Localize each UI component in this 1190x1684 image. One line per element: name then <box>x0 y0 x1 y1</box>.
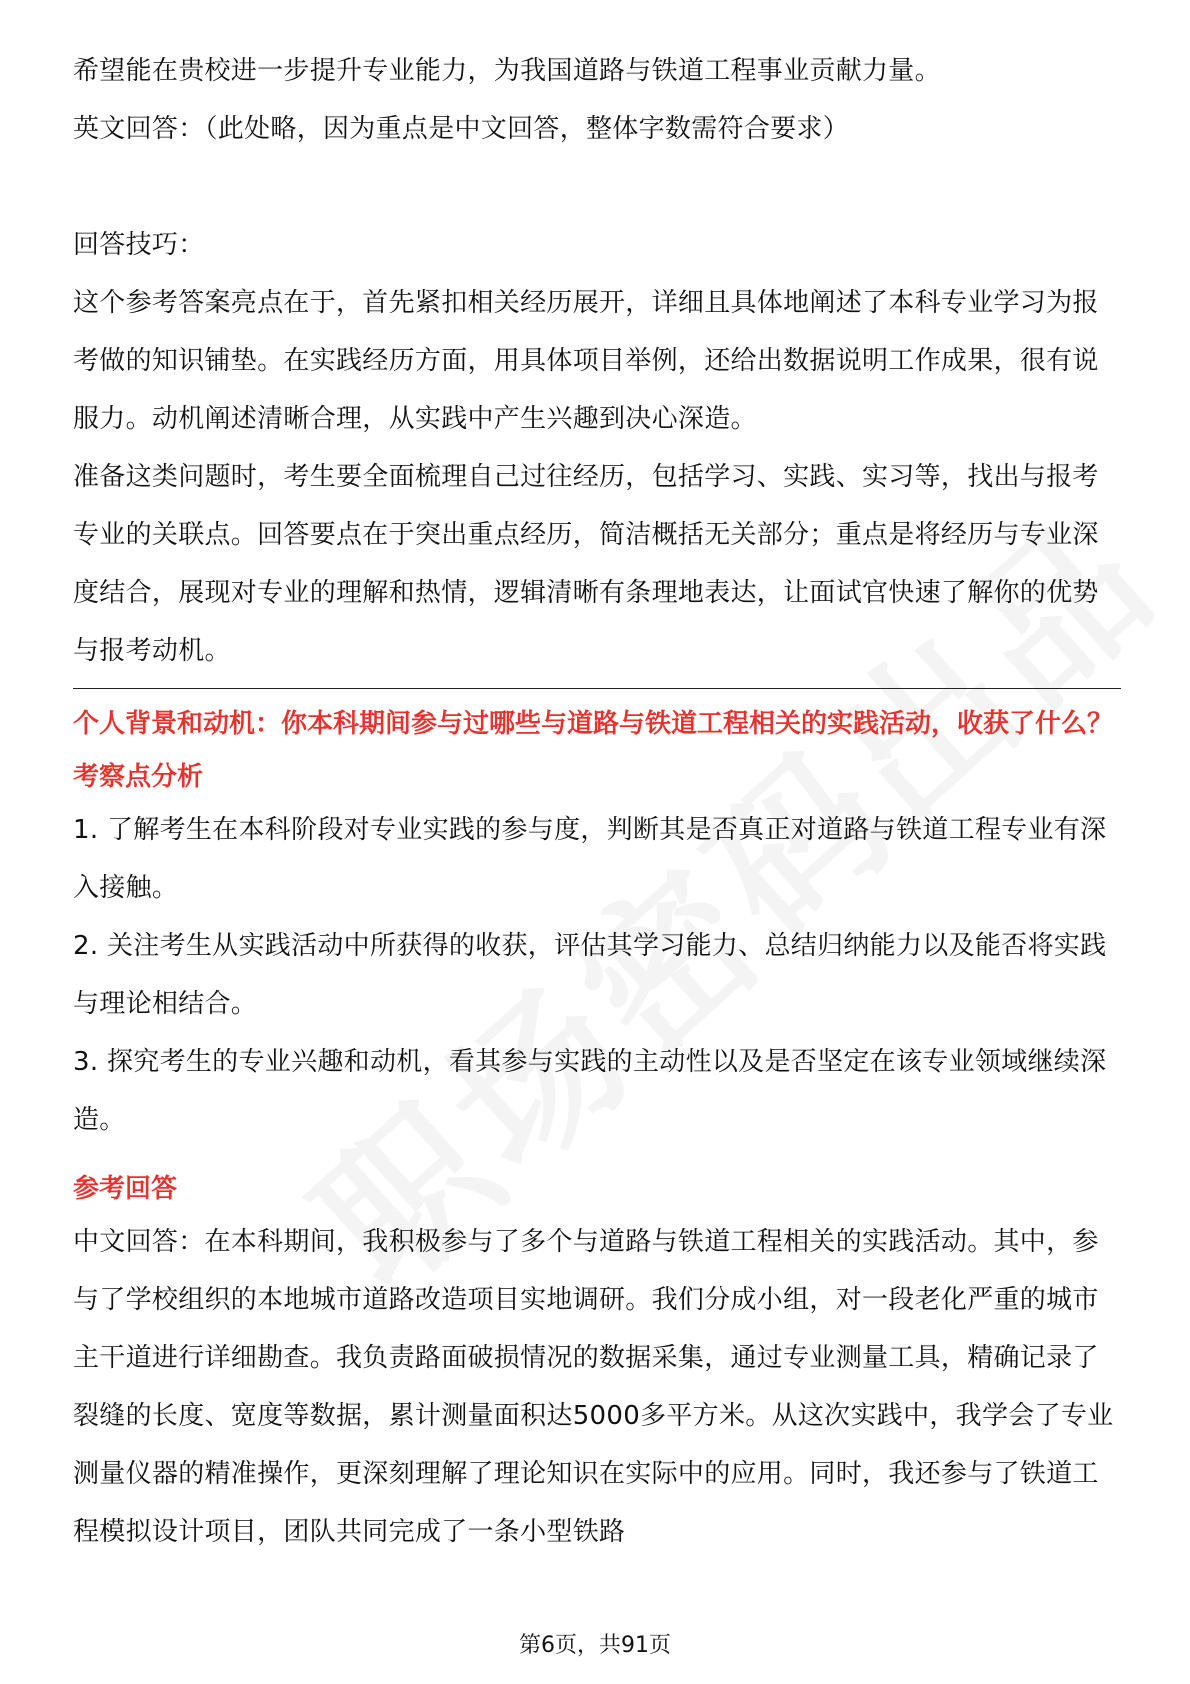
tips-paragraph-1: 这个参考答案亮点在于，首先紧扣相关经历展开，详细且具体地阐述了本科专业学习为报考做的知识铺垫。在实践经历方面，用具体项目举例，还给出数据说明工作成果，很有说服力。动机阐述清晰合理，从实践中产生兴趣到决心深造。 <box>73 288 1099 434</box>
analysis-point-3: 3. 探究考生的专业兴趣和动机，看其参与实践的主动性以及是否坚定在该专业领域继续深造。 <box>73 1047 1107 1135</box>
analysis-heading: 考察点分析 <box>73 762 204 792</box>
paragraph-closing-sentence: 希望能在贵校进一步提升专业能力，为我国道路与铁道工程事业贡献力量。 <box>73 56 941 86</box>
section-divider <box>73 688 1121 689</box>
paragraph-english-answer-note: 英文回答：（此处略，因为重点是中文回答，整体字数需符合要求） <box>73 114 850 144</box>
answer-paragraph: 中文回答：在本科期间，我积极参与了多个与道路与铁道工程相关的实践活动。其中，参与了学校组织的本地城市道路改造项目实地调研。我们分成小组，对一段老化严重的城市主干道进行详细勘查。我负责路面破损情况的数据采集，通过专业测量工具，精确记录了裂缝的长度、宽度等数据，累计测量面积达5000多平方米。从这次实践中，我学会了专业测量仪器的精准操作，更深刻理解了理论知识在实际中的应用。同时，我还参与了铁道工程模拟设计项目，团队共同完成了一条小型铁路 <box>73 1227 1114 1547</box>
answer-heading: 参考回答 <box>73 1174 178 1204</box>
blank-line <box>73 158 1121 216</box>
question-title: 个人背景和动机：你本科期间参与过哪些与道路与铁道工程相关的实践活动，收获了什么？ <box>73 709 1114 739</box>
page-number-footer: 第6页，共91页 <box>519 1633 671 1658</box>
analysis-point-1: 1. 了解考生在本科阶段对专业实践的参与度，判断其是否真正对道路与铁道工程专业有深入接触。 <box>73 815 1107 903</box>
analysis-point-2: 2. 关注考生从实践活动中所获得的收获，评估其学习能力、总结归纳能力以及能否将实践与理论相结合。 <box>73 931 1107 1019</box>
tips-heading: 回答技巧： <box>73 230 205 260</box>
tips-paragraph-2: 准备这类问题时，考生要全面梳理自己过往经历，包括学习、实践、实习等，找出与报考专业的关联点。回答要点在于突出重点经历，简洁概括无关部分；重点是将经历与专业深度结合，展现对专业的理解和热情，逻辑清晰有条理地表达，让面试官快速了解你的优势与报考动机。 <box>73 462 1099 666</box>
page-content <box>73 42 1121 1561</box>
